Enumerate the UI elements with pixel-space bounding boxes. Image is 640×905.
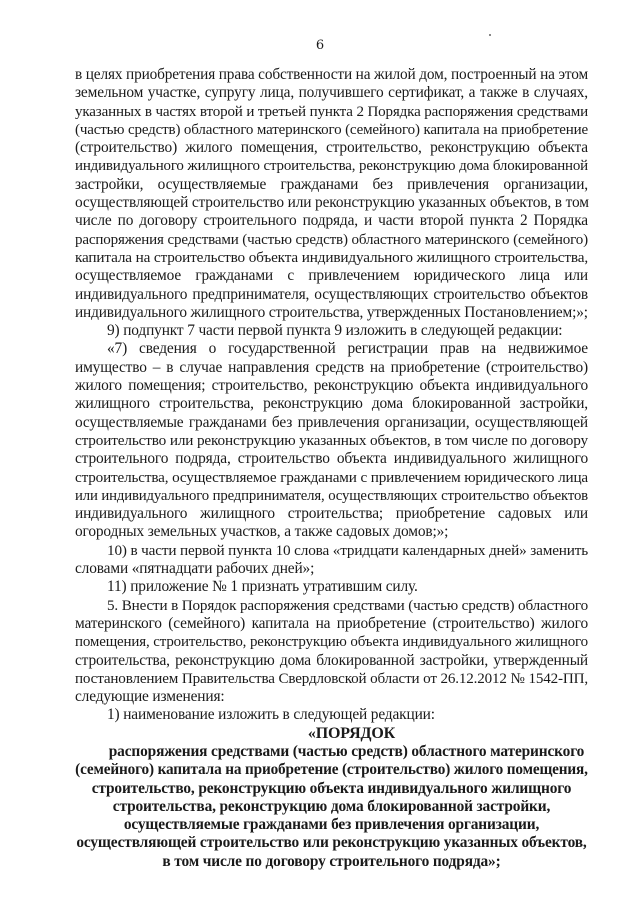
text-line: осуществляющей строительство или реконструкцию указанных объектов, в том	[75, 194, 589, 212]
heading-line: осуществляющей строительство или реконструкцию указанных объектов,	[76, 834, 587, 852]
scan-speck	[489, 34, 491, 36]
heading-line: строительства, реконструкцию дома блокированной застройки,	[112, 797, 551, 815]
text-line: словами «пятнадцати рабочих дней»;	[75, 560, 315, 578]
text-line: осуществляемые гражданами без привлечения организации, осуществляющей	[75, 413, 588, 431]
text-line: 9) подпункт 7 части первой пункта 9 изложить в следующей редакции:	[107, 322, 563, 340]
text-line: строительство или реконструкцию указанных объектов, в том числе по договору	[75, 431, 588, 449]
text-line: или индивидуального предпринимателя, осуществляющих строительство объектов	[75, 487, 588, 504]
text-line: индивидуального предпринимателя, осуществляющих строительство объектов	[75, 285, 588, 303]
text-line: индивидуального жилищного строительства; приобретение садовых или	[75, 505, 588, 523]
body-text	[75, 66, 588, 725]
text-line: (строительство) жилого помещения, строительство, реконструкцию объекта	[75, 139, 588, 157]
text-line: строительства, реконструкцию дома блокированной застройки, утвержденный	[75, 651, 588, 669]
text-line: помещения, строительство, реконструкцию объекта индивидуального жилищного	[75, 634, 588, 651]
text-line: земельном участке, супругу лица, получившего сертификат, а также в случаях,	[75, 84, 588, 102]
text-line: «7) сведения о государственной регистрации прав на недвижимое	[107, 340, 588, 358]
text-line: огородных земельных участков, а также садовых домов;»;	[75, 523, 449, 541]
page-number: 6	[315, 38, 325, 53]
text-line: жилищного строительства, реконструкцию дома блокированной застройки,	[75, 395, 588, 413]
text-line: указанных в частях второй и третьей пункта 2 Порядка распоряжения средствами	[75, 103, 588, 120]
text-line: (частью средств) областного материнского (семейного) капитала на приобретение	[75, 121, 588, 138]
text-line: индивидуального жилищного строительства, реконструкцию дома блокированной	[75, 158, 588, 175]
document-body	[75, 66, 588, 871]
heading-line: в том числе по договору строительного подряда»;	[162, 852, 501, 870]
text-line: жилого помещения; строительство, реконструкцию объекта индивидуального	[75, 377, 588, 395]
text-line: 10) в части первой пункта 10 слова «тридцати календарных дней» заменить	[107, 541, 589, 559]
text-line: имущество – в случае направления средств на приобретение (строительство)	[75, 358, 588, 376]
heading-line: осуществляемые гражданами без привлечения организации,	[123, 816, 540, 834]
text-line: следующие изменения:	[75, 688, 225, 706]
heading-line: распоряжения средствами (частью средств) областного материнского	[108, 742, 585, 760]
text-line: капитала на строительство объекта индивидуального жилищного строительства,	[75, 248, 588, 266]
text-line: постановлением Правительства Свердловской области от 26.12.2012 № 1542-ПП,	[75, 670, 588, 687]
text-line: распоряжения средствами (частью средств) областного материнского (семейного)	[75, 231, 588, 248]
text-line: числе по договору строительного подряда, и части второй пункта 2 Порядка	[75, 212, 588, 230]
text-line: материнского (семейного) капитала на приобретение (строительство) жилого	[75, 614, 588, 632]
text-line: 1) наименование изложить в следующей редакции:	[107, 706, 435, 724]
heading-line: (семейного) капитала на приобретение (строительство) жилого помещения,	[75, 761, 588, 779]
text-line: осуществляемое гражданами с привлечением юридического лица или	[75, 267, 588, 285]
text-line: строительного подряда, строительство объекта индивидуального жилищного	[75, 450, 588, 468]
text-line: 5. Внести в Порядок распоряжения средствами (частью средств) областного	[107, 597, 588, 614]
text-line: застройки, осуществляемые гражданами без привлечения организации,	[75, 175, 588, 193]
heading-title: «ПОРЯДОК	[307, 724, 396, 742]
text-line: в целях приобретения права собственности на жилой дом, построенный на этом	[75, 66, 588, 83]
text-line: индивидуального жилищного строительства, утвержденных Постановлением;»;	[75, 303, 588, 321]
text-line: 11) приложение № 1 признать утратившим силу.	[107, 578, 418, 596]
text-line: строительства, осуществляемое гражданами с привлечением юридического лица	[75, 468, 588, 486]
heading-line: строительство, реконструкцию объекта индивидуального жилищного	[91, 779, 572, 797]
